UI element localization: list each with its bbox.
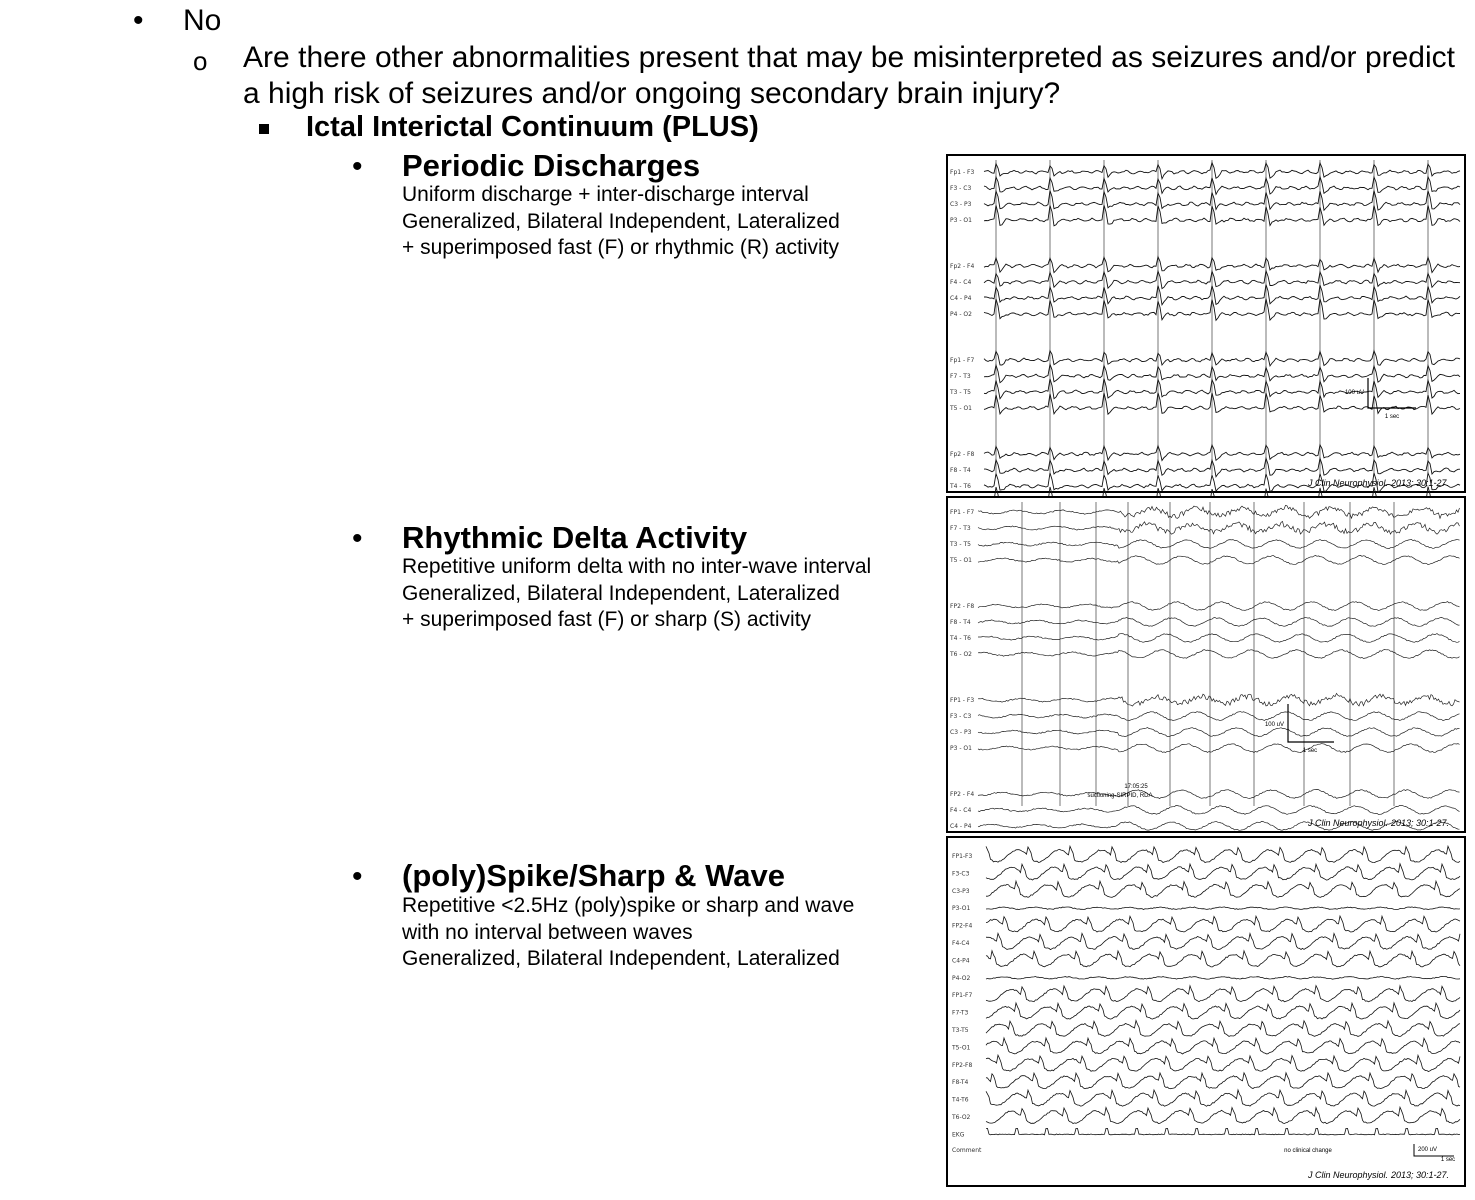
citation-journal: J Clin Neurophysiol. — [1307, 1170, 1388, 1180]
eeg-trace-spike-wave — [948, 838, 1464, 1185]
eeg-channel-trace — [986, 907, 1460, 910]
channel-label: T3-T5 — [952, 1027, 969, 1034]
channel-label: T5-O1 — [952, 1044, 971, 1052]
channel-label: T3 - T5 — [950, 541, 971, 548]
channel-label: T6-O2 — [952, 1114, 971, 1121]
description-line: + superimposed fast (F) or rhythmic (R) activity — [402, 236, 840, 259]
channel-label: T4-T6 — [952, 1096, 969, 1104]
channel-label: Fp1 - F7 — [950, 357, 975, 364]
channel-label: P4 - O2 — [950, 311, 972, 318]
eeg-channel-trace — [978, 728, 1460, 737]
eeg-channel-trace — [978, 602, 1460, 611]
channel-label: F3 - C3 — [950, 185, 972, 192]
annotation-time: 17:05:25 — [1124, 784, 1148, 790]
eeg-channel-trace — [978, 540, 1460, 549]
eeg-channel-trace — [986, 1055, 1460, 1071]
channel-label: FP2 - F4 — [950, 791, 975, 798]
channel-label: T5 - O1 — [950, 557, 973, 564]
eeg-channel-trace — [986, 1107, 1460, 1123]
channel-label: P3 - O1 — [950, 745, 972, 752]
channel-label: C3 - P3 — [950, 201, 972, 208]
eeg-channel-trace — [978, 693, 1460, 706]
citation-journal: J Clin Neurophysiol. — [1307, 478, 1388, 488]
description-line: with no interval between waves — [402, 920, 693, 944]
eeg-channel-trace — [984, 177, 1460, 195]
channel-label: FP1 - F3 — [950, 697, 975, 704]
eeg-channel-trace — [986, 864, 1460, 880]
channel-label: C4 - P4 — [950, 823, 972, 830]
section-heading: Ictal Interictal Continuum (PLUS) — [306, 111, 759, 143]
channel-label: EKG — [952, 1131, 965, 1139]
eeg-channel-trace — [986, 1021, 1460, 1037]
eeg-channel-trace — [984, 445, 1460, 461]
eeg-channel-trace — [986, 1128, 1460, 1134]
description-line: Repetitive uniform delta with no inter-wave interval — [402, 555, 872, 578]
level1-text: No — [183, 4, 222, 37]
channel-label: Fp2 - F4 — [950, 263, 975, 270]
description-line: Uniform discharge + inter-discharge interval — [402, 183, 809, 206]
channel-label: F3-C3 — [952, 870, 970, 878]
channel-label: T4 - T6 — [950, 635, 971, 642]
eeg-channel-trace — [986, 916, 1460, 932]
citation-journal: J Clin Neurophysiol. — [1307, 818, 1388, 828]
bullet-dot-icon: • — [133, 4, 144, 37]
channel-label: FP2-F4 — [952, 922, 973, 930]
citation-reference: 2013; 30:1-27. — [1391, 818, 1450, 828]
channel-label: FP2-F8 — [952, 1061, 973, 1069]
scale-time-label: 1 sec — [1384, 414, 1400, 420]
channel-label: P3 - O1 — [950, 217, 972, 224]
description-line: Generalized, Bilateral Independent, Lateralized — [402, 209, 840, 233]
periodic-discharges-description — [402, 182, 840, 262]
channel-label: F4-C4 — [952, 940, 970, 947]
scale-amplitude-label: 100 uV — [1344, 390, 1364, 396]
channel-label: F7 - T3 — [950, 373, 971, 380]
scale-amplitude-label: 200 uV — [1418, 1147, 1438, 1153]
channel-label: C3-P3 — [952, 887, 970, 895]
eeg-channel-trace — [978, 790, 1460, 799]
eeg-channel-trace — [984, 473, 1460, 492]
description-line: Generalized, Bilateral Independent, Lateralized — [402, 581, 840, 605]
eeg-channel-trace — [986, 881, 1460, 897]
eeg-channel-trace — [984, 285, 1460, 305]
rhythmic-delta-title: Rhythmic Delta Activity — [402, 520, 748, 555]
rhythmic-delta-description — [402, 554, 871, 634]
eeg-channel-trace — [986, 977, 1460, 980]
scale-amplitude-label: 100 uV — [1264, 722, 1284, 728]
eeg-channel-trace — [978, 634, 1460, 643]
eeg-channel-trace — [984, 299, 1460, 321]
channel-label: P3-O1 — [952, 905, 971, 913]
eeg-channel-trace — [984, 351, 1460, 366]
eeg-channel-trace — [978, 555, 1460, 564]
eeg-channel-trace — [986, 1038, 1460, 1054]
channel-label: FP1 - F7 — [950, 509, 975, 516]
channel-label: T4 - T6 — [950, 483, 971, 490]
eeg-channel-trace — [978, 650, 1460, 659]
eeg-channel-trace — [986, 986, 1460, 1002]
channel-label: F4 - C4 — [950, 279, 972, 286]
description-line: + superimposed fast (F) or sharp (S) activity — [402, 608, 812, 631]
channel-label: F3 - C3 — [950, 713, 972, 720]
channel-label: P4-O2 — [952, 974, 971, 982]
scale-time-label: 1 sec — [1302, 748, 1318, 754]
eeg-figure-spike-wave — [946, 836, 1466, 1187]
question-text: Are there other abnormalities present that may be misinterpreted as seizures and/or predict a high risk of seizures and/or ongoing secondary brain injury? — [243, 41, 1455, 110]
channel-label: FP2 - F8 — [950, 603, 975, 610]
channel-label: F4 - C4 — [950, 807, 972, 814]
channel-label: Fp1 - F3 — [950, 169, 975, 176]
eeg-trace-periodic-discharges — [948, 156, 1464, 491]
spike-wave-description — [402, 893, 854, 973]
eeg-channel-trace — [978, 744, 1460, 753]
eeg-figure-periodic-discharges — [946, 154, 1466, 493]
eeg-channel-trace — [984, 379, 1460, 399]
eeg-channel-trace — [984, 364, 1460, 382]
channel-label: T6 - O2 — [950, 651, 973, 658]
eeg-channel-trace — [986, 1090, 1460, 1106]
eeg-channel-trace — [986, 1073, 1460, 1089]
channel-label: F7 - T3 — [950, 525, 971, 532]
channel-label: C4-P4 — [952, 957, 970, 965]
channel-label: C4 - P4 — [950, 295, 972, 302]
channel-label: FP1-F7 — [952, 992, 973, 1000]
channel-label: F7-T3 — [952, 1009, 969, 1017]
bullet-dot-icon: • — [352, 150, 363, 183]
comment-label: Comment — [952, 1147, 982, 1154]
annotation-text: suctioning-SIRPID, RDA — [1087, 793, 1153, 799]
eeg-channel-trace — [986, 1003, 1460, 1019]
channel-label: F8 - T4 — [950, 467, 971, 474]
channel-label: F8 - T4 — [950, 619, 971, 626]
hollow-bullet-icon: o — [193, 46, 208, 76]
eeg-channel-trace — [984, 271, 1460, 289]
comment-text: no clinical change — [1284, 1148, 1332, 1154]
eeg-channel-trace — [978, 805, 1460, 814]
eeg-channel-trace — [978, 712, 1460, 721]
eeg-channel-trace — [978, 505, 1460, 518]
citation-reference: 2013; 30:1-27. — [1391, 478, 1450, 488]
scale-bar — [1288, 704, 1334, 742]
eeg-channel-trace — [986, 951, 1460, 967]
bullet-dot-icon: • — [352, 522, 363, 555]
bullet-dot-icon: • — [352, 860, 363, 893]
eeg-channel-trace — [984, 191, 1460, 211]
eeg-figure-rhythmic-delta — [946, 496, 1466, 833]
eeg-channel-trace — [986, 846, 1460, 862]
eeg-channel-trace — [978, 618, 1460, 627]
description-line: Generalized, Bilateral Independent, Lateralized — [402, 947, 840, 970]
channel-label: T5 - O1 — [950, 405, 973, 412]
channel-label: FP1-F3 — [952, 853, 973, 860]
channel-label: T3 - T5 — [950, 389, 971, 396]
description-line: Repetitive <2.5Hz (poly)spike or sharp and wave — [402, 894, 855, 917]
eeg-channel-trace — [984, 163, 1460, 179]
channel-label: Fp2 - F8 — [950, 451, 975, 458]
eeg-channel-trace — [978, 521, 1460, 534]
channel-label: C3 - P3 — [950, 729, 972, 736]
eeg-channel-trace — [986, 933, 1460, 949]
spike-wave-title: (poly)Spike/Sharp & Wave — [402, 858, 785, 893]
eeg-channel-trace — [984, 257, 1460, 273]
square-bullet-icon — [259, 124, 269, 134]
eeg-channel-trace — [984, 393, 1460, 414]
eeg-channel-trace — [984, 458, 1460, 477]
eeg-trace-rhythmic-delta — [948, 498, 1464, 831]
citation-reference: 2013; 30:1-27. — [1391, 1170, 1450, 1180]
periodic-discharges-title: Periodic Discharges — [402, 148, 701, 183]
scale-time-label: 1 sec — [1440, 1157, 1456, 1163]
channel-label: F8-T4 — [952, 1079, 969, 1087]
